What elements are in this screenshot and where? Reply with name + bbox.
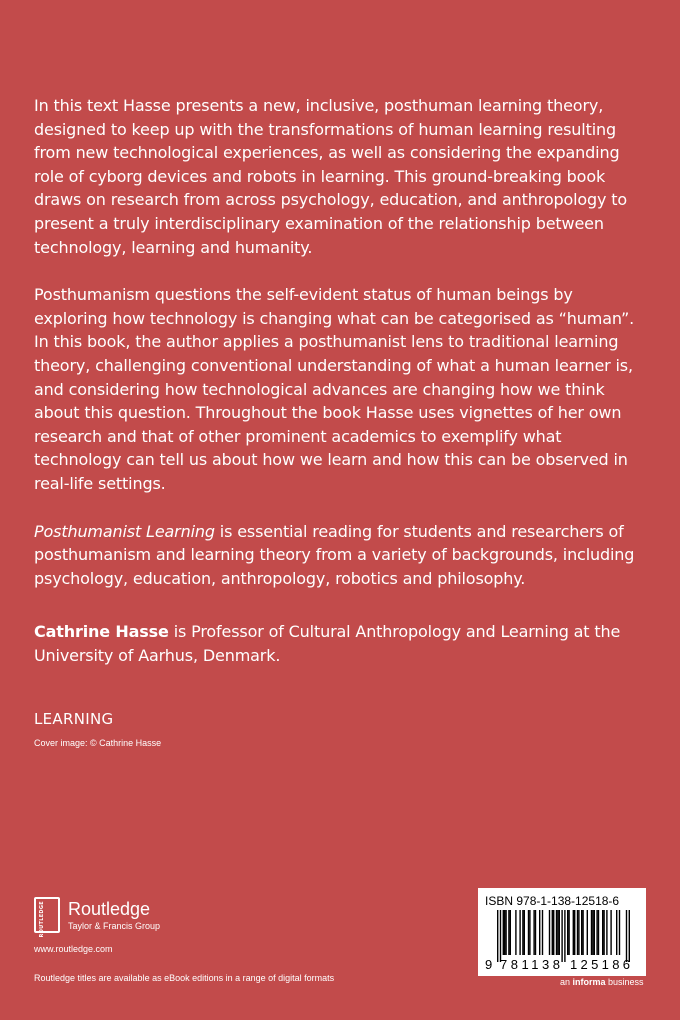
- routledge-logo-icon: [34, 897, 60, 938]
- barcode-bar: [542, 910, 543, 955]
- barcode-bar: [567, 910, 568, 955]
- barcode-bar: [529, 910, 530, 955]
- barcode-bar: [515, 910, 516, 955]
- barcode-bar: [549, 910, 550, 955]
- barcode-bar: [504, 910, 505, 955]
- isbn-label: ISBN 978-1-138-12518-6: [485, 894, 620, 908]
- book-title: Posthumanist Learning: [34, 521, 215, 541]
- barcode-bar: [539, 910, 540, 955]
- barcode-box: [478, 888, 646, 976]
- barcode-bar: [564, 910, 565, 962]
- barcode-bar: [619, 910, 620, 955]
- blurb: [34, 94, 646, 614]
- barcode-bar: [602, 910, 603, 955]
- subject-category: LEARNING: [34, 710, 114, 728]
- barcode-bar: [561, 910, 562, 962]
- barcode-bar: [581, 910, 582, 955]
- barcode-bar: [503, 910, 504, 955]
- barcode-bar: [594, 910, 595, 955]
- barcode-bar: [497, 910, 498, 962]
- barcode-bar: [552, 910, 553, 955]
- publisher-url: www.routledge.com: [34, 944, 113, 954]
- barcode-bar: [557, 910, 558, 955]
- barcode-bar: [556, 910, 557, 955]
- barcode-bar: [596, 910, 597, 955]
- barcode-bar: [578, 910, 579, 955]
- ebook-note: Routledge titles are available as eBook editions in a range of digital formats: [34, 973, 335, 983]
- author-name: Cathrine Hasse: [34, 622, 169, 641]
- barcode-bar: [574, 910, 575, 955]
- barcode-bar: [535, 910, 536, 955]
- barcode-bar: [587, 910, 588, 955]
- barcode-bar: [626, 910, 627, 962]
- blurb-paragraph-3: [34, 520, 646, 591]
- barcode-bar: [591, 910, 592, 955]
- barcode-bar: [598, 910, 599, 955]
- logo-mark-text: ROUTLEDGE: [39, 901, 45, 938]
- blurb-paragraph-3-text: is essential reading for students and researchers of posthumanism and learning theory from a variety of backgrounds, including psychology, education, anthropology, robotics and philosophy.: [34, 521, 635, 588]
- barcode-graphic: [484, 910, 640, 972]
- barcode-bar: [522, 910, 523, 955]
- barcode-bar: [592, 910, 593, 955]
- barcode-bar: [505, 910, 506, 955]
- barcode-bar: [553, 910, 554, 955]
- barcode-bar: [577, 910, 578, 955]
- barcode-bar: [508, 910, 509, 955]
- barcode-bar: [568, 910, 569, 955]
- informa-suffix: business: [605, 977, 644, 987]
- barcode-bar: [533, 910, 534, 955]
- barcode-bar: [629, 910, 630, 962]
- informa-brand: informa: [572, 977, 606, 987]
- barcode-bar: [524, 910, 525, 955]
- barcode-bar: [559, 910, 560, 955]
- barcode-bar: [528, 910, 529, 955]
- blurb-paragraph-1: In this text Hasse presents a new, inclusive, posthuman learning theory, designed to keep up with the transformations of human learning resulting from new technological experiences, as well as considering the expanding role of cyborg devices and robots in learning. This ground-breaking book draws on research from across psychology, education, and anthropology to present a truly interdisciplinary examination of the relationship between technology, learning and humanity.: [34, 96, 628, 257]
- barcode-bars: [497, 910, 630, 962]
- informa-business-note: [560, 977, 644, 987]
- barcode-bar: [510, 910, 511, 955]
- barcode-digits-right: 125186: [570, 957, 630, 972]
- author-bio-text: is Professor of Cultural Anthropology and Learning at the University of Aarhus, Denmark.: [34, 622, 621, 665]
- barcode-lead-digit: 9: [485, 957, 493, 972]
- publisher-name: Routledge: [68, 898, 151, 919]
- cover-image-credit: Cover image: © Cathrine Hasse: [34, 738, 162, 748]
- author-bio: [34, 620, 646, 667]
- barcode-digits-left: 781138: [500, 957, 560, 972]
- barcode-bar: [573, 910, 574, 955]
- blurb-paragraph-2: Posthumanism questions the self-evident status of human beings by exploring how technology is changing what can be categorised as “human”. In this book, the author applies a posthumanist lens to traditional learning theory, challenging conventional understanding of what a human learner is, and considering how technological advances are changing how we think about this question. Throughout the book Hasse uses vignettes of her own research and that of other prominent academics to exemplify what technology can tell us about how we learn and how this can be observed in real-life settings.: [34, 285, 635, 493]
- barcode-bar: [500, 910, 501, 962]
- barcode-bar: [582, 910, 583, 955]
- informa-prefix: an: [560, 977, 573, 987]
- barcode-bar: [616, 910, 617, 955]
- publisher-group: Taylor & Francis Group: [68, 920, 161, 931]
- barcode-bar: [519, 910, 520, 955]
- barcode-bar: [610, 910, 611, 955]
- barcode-bar: [606, 910, 607, 955]
- barcode-bar: [603, 910, 604, 955]
- publisher-logo: [34, 897, 161, 938]
